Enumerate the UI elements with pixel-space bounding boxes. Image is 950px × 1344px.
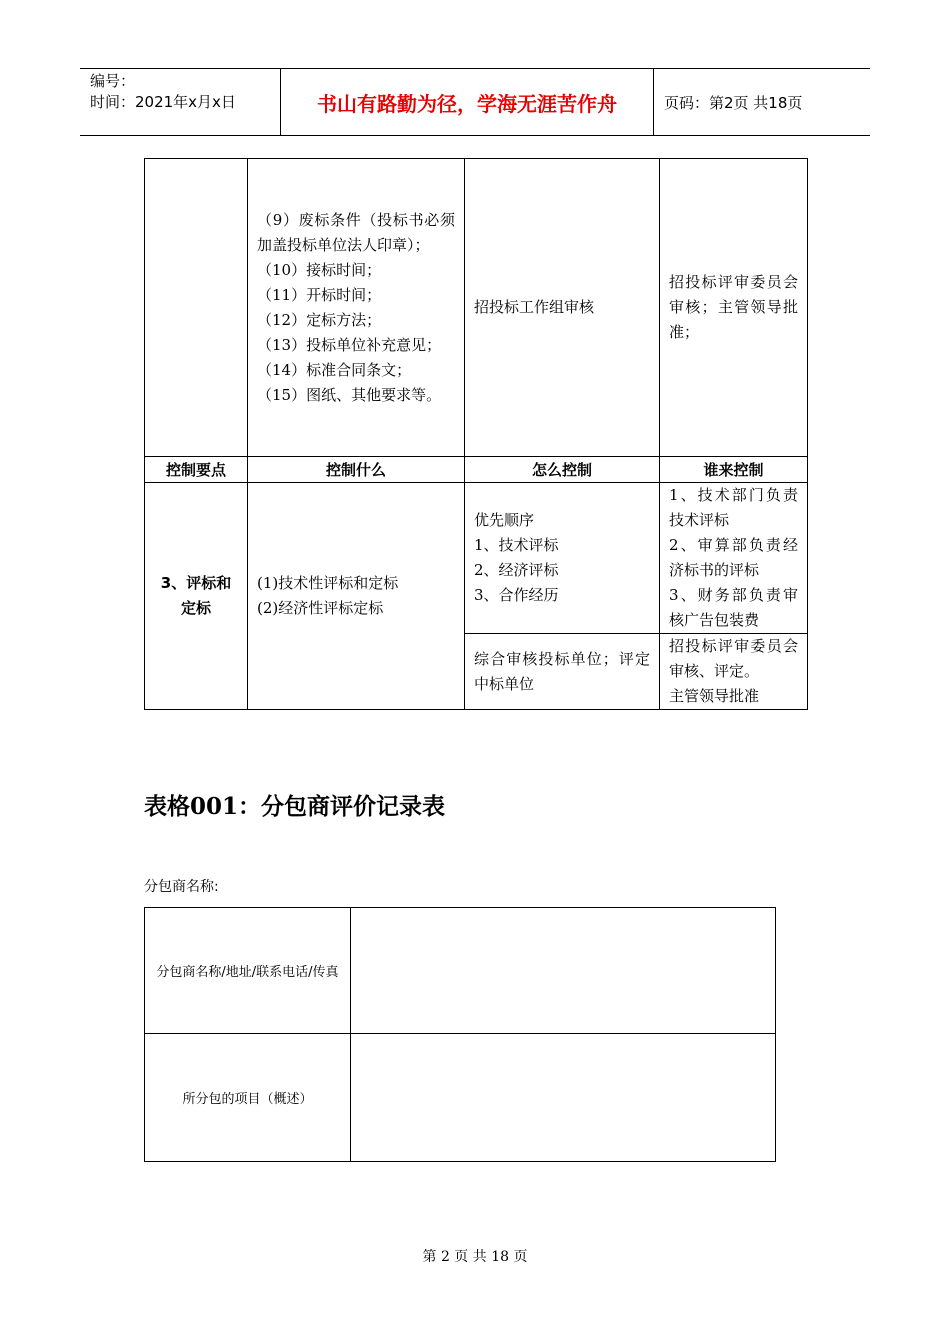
row-value-field[interactable] bbox=[351, 908, 776, 1034]
table-header-row bbox=[145, 457, 808, 483]
row-label: 分包商名称/地址/联系电话/传真 bbox=[145, 908, 351, 1034]
header-page-label: 页码：第2页 共18页 bbox=[664, 93, 803, 112]
page-header bbox=[80, 68, 870, 136]
column-header: 谁来控制 bbox=[660, 457, 808, 483]
control-how-cell: 综合审核投标单位；评定中标单位 bbox=[465, 634, 660, 710]
table-row bbox=[145, 908, 776, 1034]
control-point-cell-empty bbox=[145, 159, 248, 457]
header-slogan: 书山有路勤为径，学海无涯苦作舟 bbox=[281, 69, 654, 135]
control-who-cell: 招投标评审委员会审核；主管领导批准； bbox=[660, 159, 808, 457]
what-line: （10）接标时间； bbox=[257, 260, 382, 279]
how-line: 3、合作经历 bbox=[474, 586, 559, 604]
how-line: 优先顺序 bbox=[474, 511, 535, 529]
evaluation-table bbox=[144, 907, 776, 1162]
what-line: （9）废标条件（投标书必须加盖投标单位法人印章）； bbox=[257, 210, 455, 254]
who-line: 1、技术部门负责技术评标 bbox=[669, 486, 798, 529]
control-table bbox=[144, 158, 808, 710]
column-header: 控制要点 bbox=[145, 457, 248, 483]
what-line: （14）标准合同条文； bbox=[257, 360, 412, 379]
control-how-cell bbox=[465, 483, 660, 634]
table-row bbox=[145, 159, 808, 457]
table-row bbox=[145, 1034, 776, 1162]
control-point-cell: 3、评标和定标 bbox=[145, 483, 248, 710]
number-label: 编号： bbox=[90, 72, 136, 90]
header-meta bbox=[80, 69, 281, 135]
who-line: 2、审算部负责经济标书的评标 bbox=[669, 536, 798, 579]
control-who-cell bbox=[660, 634, 808, 710]
who-line: 主管领导批准 bbox=[669, 687, 760, 705]
row-label: 所分包的项目（概述） bbox=[145, 1034, 351, 1162]
page-footer: 第 2 页 共 18 页 bbox=[422, 1249, 528, 1265]
column-header: 怎么控制 bbox=[465, 457, 660, 483]
who-line: 3、财务部负责审核广告包装费 bbox=[669, 586, 798, 629]
what-line: （13）投标单位补充意见； bbox=[257, 335, 442, 354]
what-line: (1)技术性评标和定标 bbox=[257, 574, 399, 592]
column-header: 控制什么 bbox=[248, 457, 465, 483]
who-line: 招投标评审委员会审核、评定。 bbox=[669, 637, 798, 680]
subcontractor-name-label: 分包商名称: bbox=[144, 879, 219, 895]
form-title: 表格001：分包商评价记录表 bbox=[144, 793, 446, 820]
what-line: （15）图纸、其他要求等。 bbox=[257, 385, 442, 404]
time-label: 时间：2021年x月x日 bbox=[90, 93, 236, 111]
how-line: 2、经济评标 bbox=[474, 561, 559, 579]
control-what-cell bbox=[248, 159, 465, 457]
table-row bbox=[145, 483, 808, 634]
what-line: （11）开标时间； bbox=[257, 285, 382, 304]
what-line: （12）定标方法； bbox=[257, 310, 382, 329]
control-how-cell: 招投标工作组审核 bbox=[465, 159, 660, 457]
how-line: 1、技术评标 bbox=[474, 536, 559, 554]
row-value-field[interactable] bbox=[351, 1034, 776, 1162]
control-who-cell bbox=[660, 483, 808, 634]
what-line: (2)经济性评标定标 bbox=[257, 599, 384, 617]
control-what-cell bbox=[248, 483, 465, 710]
